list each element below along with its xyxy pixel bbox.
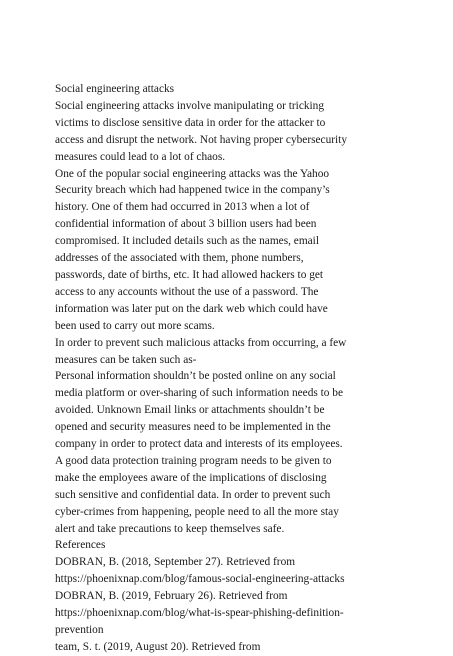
paragraph-line: make the employees aware of the implications of disclosing: [55, 471, 327, 484]
paragraph-line: measures could lead to a lot of chaos.: [55, 150, 226, 163]
paragraph-line: media platform or over-sharing of such information needs to be: [55, 387, 344, 400]
paragraph-line: victims to disclose sensitive data in order for the attacker to: [55, 116, 326, 129]
paragraph-line: Security breach which had happened twice in the company’s: [55, 184, 330, 197]
paragraph-line: avoided. Unknown Email links or attachments shouldn’t be: [55, 404, 325, 417]
paragraph-line: information was later put on the dark web which could have: [55, 302, 328, 315]
paragraph-line: addresses of the associated with them, phone numbers,: [55, 252, 304, 265]
paragraph-line: cyber-crimes from happening, people need to all the more stay: [55, 505, 339, 518]
reference-url-continued: prevention: [55, 624, 104, 636]
reference-url: https://phoenixnap.com/blog/famous-social-engineering-attacks: [55, 573, 345, 586]
document-text: [55, 81, 399, 656]
reference-line: DOBRAN, B. (2019, February 26). Retrieved from: [55, 590, 288, 603]
paragraph-line: Social engineering attacks involve manipulating or tricking: [55, 99, 325, 112]
paragraph-line: history. One of them had occurred in 2013 when a lot of: [55, 201, 310, 214]
paragraph-line: passwords, date of births, etc. It had allowed hackers to get: [55, 268, 324, 281]
reference-line: team, S. t. (2019, August 20). Retrieved from: [55, 640, 261, 653]
paragraph-line: access and disrupt the network. Not having proper cybersecurity: [55, 133, 348, 146]
references-heading: References: [55, 539, 106, 552]
reference-line: DOBRAN, B. (2018, September 27). Retrieved from: [55, 556, 296, 569]
paragraph-line: One of the popular social engineering attacks was the Yahoo: [55, 167, 330, 180]
paragraph-line: opened and security measures need to be implemented in the: [55, 421, 331, 434]
heading-social-engineering-attacks: Social engineering attacks: [55, 83, 175, 95]
paragraph-line: access to any accounts without the use of a password. The: [55, 285, 319, 298]
paragraph-line: measures can be taken such as-: [55, 353, 197, 366]
paragraph-line: Personal information shouldn’t be posted online on any social: [55, 370, 336, 383]
paragraph-line: alert and take precautions to keep themselves safe.: [55, 522, 285, 535]
paragraph-line: In order to prevent such malicious attacks from occurring, a few: [55, 336, 347, 349]
paragraph-line: such sensitive and confidential data. In order to prevent such: [55, 488, 331, 501]
paragraph-line: compromised. It included details such as the names, email: [55, 235, 319, 248]
paragraph-line: company in order to protect data and interests of its employees.: [55, 438, 343, 451]
paragraph-line: confidential information of about 3 billion users had been: [55, 218, 317, 231]
paragraph-line: been used to carry out more scams.: [55, 319, 215, 332]
reference-url: https://phoenixnap.com/blog/what-is-spear-phishing-definition-: [55, 607, 344, 620]
paragraph-line: A good data protection training program needs to be given to: [55, 454, 332, 467]
